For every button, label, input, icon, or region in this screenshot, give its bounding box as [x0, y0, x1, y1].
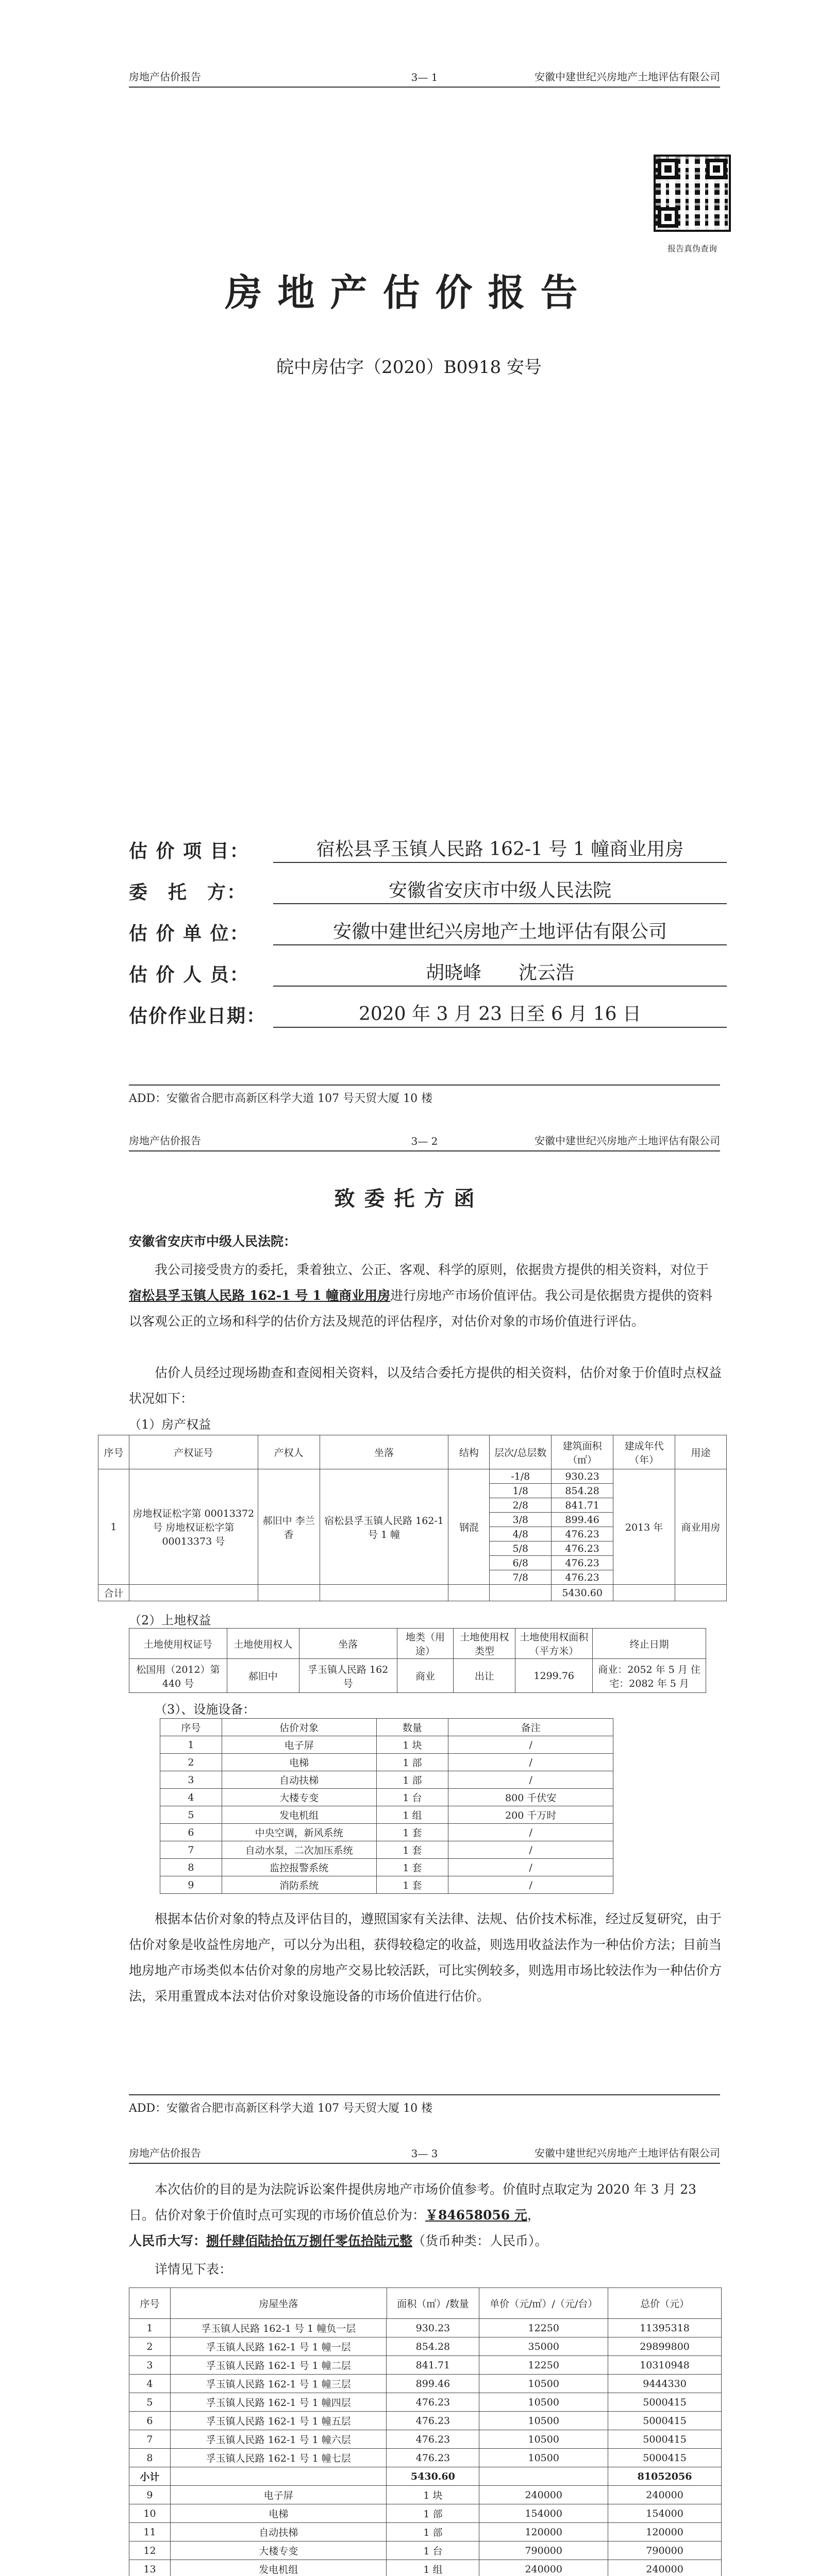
cell: 29899800: [608, 2337, 722, 2356]
cell-floor: 6/8: [490, 1556, 552, 1570]
cell: 1 组: [376, 1806, 448, 1824]
table-row: [129, 2393, 722, 2412]
cell: 10: [129, 2504, 171, 2523]
cell: 800 千伏安: [448, 1789, 613, 1806]
cell: 发电机组: [222, 1806, 376, 1824]
cell: 854.28: [387, 2337, 479, 2356]
col-header: 坐落: [299, 1629, 397, 1659]
cell: 1 部: [376, 1754, 448, 1771]
field-appraiser-company: [129, 917, 727, 945]
cell: /: [448, 1736, 613, 1754]
cell: 240000: [479, 2560, 608, 2576]
cell: 1 块: [376, 1736, 448, 1754]
table-row: [129, 2412, 722, 2430]
cell: 7: [160, 1841, 222, 1859]
cell: 1 组: [387, 2560, 479, 2576]
cell: 5: [160, 1806, 222, 1824]
table-row: [129, 2337, 722, 2356]
header-page-number: 3— 3: [411, 2147, 438, 2160]
text: 我公司接受贵方的委托，秉着独立、公正、客观、科学的原则，依据贵方提供的相关资料，对位于: [155, 1262, 709, 1277]
letter-addressee: 安徽省安庆市中级人民法院：: [129, 1234, 297, 1249]
cell: /: [448, 1771, 613, 1789]
cell: 监控报警系统: [222, 1859, 376, 1876]
cell: 1 部: [387, 2504, 479, 2523]
col-header: 终止日期: [593, 1629, 706, 1659]
cell: 电子屏: [170, 2486, 387, 2504]
detail-label: 详情见下表：: [155, 2262, 232, 2277]
cell: /: [448, 1754, 613, 1771]
header-company: 安徽中建世纪兴房地产土地评估有限公司: [535, 1134, 720, 1147]
cell: 孚玉镇人民路 162 号: [299, 1659, 397, 1693]
text: （货币种类：人民币）。: [412, 2233, 548, 2248]
col-header: 层次/总层数: [490, 1435, 552, 1469]
field-label: 估 价 项 目：: [129, 840, 249, 862]
cell: 240000: [479, 2486, 608, 2504]
cell: 孚玉镇人民路 162-1 号 1 幢七层: [170, 2449, 387, 2467]
cell: 12250: [479, 2356, 608, 2375]
cell: 6: [129, 2412, 171, 2430]
cell: 5000415: [608, 2449, 722, 2467]
table-row: [129, 2449, 722, 2467]
cell: 中央空调，新风系统: [222, 1824, 376, 1841]
cell-seq: 1: [98, 1469, 129, 1585]
cell: 154000: [608, 2504, 722, 2523]
field-label: 估价作业日期：: [129, 1005, 266, 1027]
cell: 1299.76: [515, 1659, 593, 1693]
cell: 电梯: [222, 1754, 376, 1771]
page-header: [129, 2143, 720, 2164]
header-left: 房地产估价报告: [129, 71, 201, 83]
table-row: [129, 2523, 722, 2541]
col-header: 数量: [376, 1719, 448, 1736]
cell-area: 854.28: [552, 1484, 613, 1498]
cell: 10310948: [608, 2356, 722, 2375]
cell: /: [448, 1876, 613, 1894]
cell: 1 部: [387, 2523, 479, 2541]
cell: 自动扶梯: [170, 2523, 387, 2541]
cell: 11: [129, 2523, 171, 2541]
equipment-table: [160, 1718, 613, 1894]
section-land-rights: （2）上地权益: [129, 1613, 211, 1628]
cell: 1: [129, 2319, 171, 2337]
cell: 841.71: [387, 2356, 479, 2375]
cell: 5430.60: [387, 2467, 479, 2486]
cell-total: 5430.60: [552, 1585, 613, 1601]
cell: 200 千万时: [448, 1806, 613, 1824]
cell: 9: [160, 1876, 222, 1894]
cell: 1 台: [387, 2541, 479, 2560]
text: 本次估价的目的是为法院诉讼案件提供房地产市场价值参考。价值时点取定为 2020 年 3 月 23 日。估价对象于价值时点可实现的市场价值总价为：: [129, 2182, 697, 2223]
cell: 120000: [479, 2523, 608, 2541]
field-work-date: [129, 999, 727, 1028]
col-header: 土地使用权类型: [454, 1629, 515, 1659]
cell: 10500: [479, 2393, 608, 2412]
qr-code-icon[interactable]: [654, 155, 731, 232]
cell: 10500: [479, 2449, 608, 2467]
field-value: 胡晓峰 沈云浩: [273, 958, 727, 987]
header-company: 安徽中建世纪兴房地产土地评估有限公司: [535, 71, 720, 83]
cell: 476.23: [387, 2412, 479, 2430]
cell: 自动水泵，二次加压系统: [222, 1841, 376, 1859]
header-page-number: 3— 2: [411, 1135, 438, 1147]
valuation-table: [129, 2287, 722, 2319]
cell: 790000: [479, 2541, 608, 2560]
cell: [479, 2467, 608, 2486]
cell: 8: [160, 1859, 222, 1876]
cell: 1 套: [376, 1841, 448, 1859]
cell-area: 476.23: [552, 1541, 613, 1556]
field-value: 宿松县孚玉镇人民路 162-1 号 1 幢商业用房: [273, 835, 727, 863]
cell: 1 套: [376, 1859, 448, 1876]
table-row: [129, 2560, 722, 2576]
cell: 2: [129, 2337, 171, 2356]
cell: 6: [160, 1824, 222, 1841]
cell-owner: 郝旧中 李兰香: [258, 1469, 320, 1585]
section-equipment: （3）、设施设备：: [155, 1702, 256, 1717]
cell: 9: [129, 2486, 171, 2504]
cell: 154000: [479, 2504, 608, 2523]
table-row: [129, 2375, 722, 2393]
cell: 13: [129, 2560, 171, 2576]
value-words-line: [129, 2228, 722, 2254]
cell: 自动扶梯: [222, 1771, 376, 1789]
col-header: 建筑面积（㎡）: [552, 1435, 613, 1469]
cell-area: 476.23: [552, 1570, 613, 1585]
cell: 10500: [479, 2430, 608, 2449]
field-appraisers: [129, 958, 727, 987]
letter-paragraph-2: 估价人员经过现场勘查和查阅相关资料，以及结合委托方提供的相关资料，估价对象于价值时点权益状况如下：: [129, 1365, 722, 1406]
col-header: 序号: [129, 2288, 171, 2319]
col-header: 土地使用权人: [227, 1629, 299, 1659]
cell: 5: [129, 2393, 171, 2412]
cell: 930.23: [387, 2319, 479, 2337]
cell: 出让: [454, 1659, 515, 1693]
cell: /: [448, 1824, 613, 1841]
cell: 5000415: [608, 2430, 722, 2449]
cell: /: [448, 1841, 613, 1859]
cell: 899.46: [387, 2375, 479, 2393]
cell: 孚玉镇人民路 162-1 号 1 幢四层: [170, 2393, 387, 2412]
table-row: [129, 2430, 722, 2449]
col-header: 坐落: [320, 1435, 448, 1469]
cell: 大楼专变: [222, 1789, 376, 1806]
cell-area: 476.23: [552, 1527, 613, 1541]
text: 人民币大写：: [129, 2233, 207, 2248]
col-header: 序号: [98, 1435, 129, 1469]
cell-floor: 4/8: [490, 1527, 552, 1541]
cell: 商业：2052 年 5 月 住宅：2082 年 5 月: [593, 1659, 706, 1693]
cell: 476.23: [387, 2393, 479, 2412]
cell: 发电机组: [170, 2560, 387, 2576]
col-header: 土地使用权面积（平方米）: [515, 1629, 593, 1659]
col-header: 产权人: [258, 1435, 320, 1469]
col-header: 总价（元）: [608, 2288, 722, 2319]
section-house-rights: （1）房产权益: [129, 1417, 211, 1432]
house-rights-table: [98, 1435, 727, 1601]
field-project: [129, 835, 727, 863]
cell-location: 宿松县孚玉镇人民路 162-1 号 1 幢: [320, 1469, 448, 1585]
cell: 1 套: [376, 1876, 448, 1894]
cell: 小计: [129, 2467, 171, 2486]
cell: /: [448, 1859, 613, 1876]
cell-floor: -1/8: [490, 1469, 552, 1484]
cell-total-label: 合计: [98, 1585, 129, 1601]
cell: [170, 2467, 387, 2486]
cell-floor: 7/8: [490, 1570, 552, 1585]
cell: 7: [129, 2430, 171, 2449]
report-title: 房地产估价报告: [225, 270, 593, 314]
cell: 孚玉镇人民路 162-1 号 1 幢三层: [170, 2375, 387, 2393]
cell: 12250: [479, 2319, 608, 2337]
cell: 790000: [608, 2541, 722, 2560]
cell-area: 899.46: [552, 1513, 613, 1527]
cell-area: 930.23: [552, 1469, 613, 1484]
cell-structure: 钢混: [448, 1469, 490, 1585]
col-header: 面积（㎡）/数量: [387, 2288, 479, 2319]
cell: 1 部: [376, 1771, 448, 1789]
cell: 120000: [608, 2523, 722, 2541]
report-number: 皖中房估字（2020）B0918 安号: [276, 357, 542, 378]
field-label: 估 价 人 员：: [129, 964, 249, 986]
cell: 11395318: [608, 2319, 722, 2337]
cell: 郝旧中: [227, 1659, 299, 1693]
page-footer: ADD：安徽省合肥市高新区科学大道 107 号天贸大厦 10 楼: [129, 1084, 720, 1106]
letter-paragraph-1: [129, 1257, 722, 1334]
cell: 1 套: [376, 1824, 448, 1841]
table-row: [129, 2467, 722, 2486]
cell: 240000: [608, 2560, 722, 2576]
field-label: 估 价 单 位：: [129, 923, 249, 944]
cell-cert: 房地权证松字第 00013372 号 房地权证松字第 00013373 号: [129, 1469, 258, 1585]
cell: 476.23: [387, 2449, 479, 2467]
cell: 240000: [608, 2486, 722, 2504]
col-header: 建成年代（年）: [613, 1435, 675, 1469]
table-row: [129, 2319, 722, 2337]
header-left: 房地产估价报告: [129, 2147, 201, 2159]
cell: 1: [160, 1736, 222, 1754]
table-row: [129, 2541, 722, 2560]
cell: 孚玉镇人民路 162-1 号 1 幢二层: [170, 2356, 387, 2375]
cell: 电梯: [170, 2504, 387, 2523]
cell: 消防系统: [222, 1876, 376, 1894]
cell: 孚玉镇人民路 162-1 号 1 幢负一层: [170, 2319, 387, 2337]
cell: 12: [129, 2541, 171, 2560]
col-header: 用途: [675, 1435, 727, 1469]
field-label: 委 托 方：: [129, 882, 247, 903]
header-page-number: 3— 1: [411, 71, 438, 83]
cell: 5000415: [608, 2393, 722, 2412]
cell: 4: [160, 1789, 222, 1806]
cell: 2: [160, 1754, 222, 1771]
cell: 9444330: [608, 2375, 722, 2393]
cell: 孚玉镇人民路 162-1 号 1 幢五层: [170, 2412, 387, 2430]
cell-floor: 5/8: [490, 1541, 552, 1556]
text: 进行房地产市场价值评估。我公司是依据贵方提供的资料以客观公正的立场和科学的估价方法及规范的评估程序，对估价对象的市场价值进行评估。: [129, 1288, 713, 1329]
cell: 35000: [479, 2337, 608, 2356]
total-value-number: ￥84658056 元: [425, 2208, 527, 2223]
cell-floor: 3/8: [490, 1513, 552, 1527]
cell: 孚玉镇人民路 162-1 号 1 幢六层: [170, 2430, 387, 2449]
cell: 电子屏: [222, 1736, 376, 1754]
property-name: 宿松县孚玉镇人民路 162-1 号 1 幢商业用房: [129, 1288, 391, 1303]
cell: 8: [129, 2449, 171, 2467]
page-footer: ADD：安徽省合肥市高新区科学大道 107 号天贸大厦 10 楼: [129, 2094, 720, 2115]
field-value: 安徽省安庆市中级人民法院: [273, 876, 727, 904]
table-row: [129, 2356, 722, 2375]
cell-year: 2013 年: [613, 1469, 675, 1585]
col-header: 产权证号: [129, 1435, 258, 1469]
col-header: 备注: [448, 1719, 613, 1736]
cell-area: 476.23: [552, 1556, 613, 1570]
valuation-table-body: [129, 2318, 722, 2576]
col-header: 土地使用权证号: [129, 1629, 227, 1659]
land-rights-table: [129, 1628, 706, 1693]
qr-caption: 报告真伪查询: [667, 244, 717, 253]
page-header: [129, 67, 720, 88]
field-value: 安徽中建世纪兴房地产土地评估有限公司: [273, 917, 727, 945]
table-row: [129, 2486, 722, 2504]
cell: 10500: [479, 2375, 608, 2393]
cell: 3: [160, 1771, 222, 1789]
cell: 476.23: [387, 2430, 479, 2449]
total-value-words: 捌仟肆佰陆拾伍万捌仟零伍拾陆元整: [206, 2233, 413, 2248]
col-header: 单价（元/㎡）/（元/台）: [479, 2288, 608, 2319]
col-header: 结构: [448, 1435, 490, 1469]
cell: 4: [129, 2375, 171, 2393]
field-value: 2020 年 3 月 23 日至 6 月 16 日: [273, 999, 727, 1028]
cell-area: 841.71: [552, 1498, 613, 1513]
cell: 10500: [479, 2412, 608, 2430]
cell: 1 块: [387, 2486, 479, 2504]
cell: 孚玉镇人民路 162-1 号 1 幢一层: [170, 2337, 387, 2356]
cell-floor: 1/8: [490, 1484, 552, 1498]
cell: 81052056: [608, 2467, 722, 2486]
table-row: [129, 2504, 722, 2523]
col-header: 估价对象: [222, 1719, 376, 1736]
header-company: 安徽中建世纪兴房地产土地评估有限公司: [535, 2147, 720, 2159]
cell-floor: 2/8: [490, 1498, 552, 1513]
header-left: 房地产估价报告: [129, 1134, 201, 1147]
cell: 大楼专变: [170, 2541, 387, 2560]
letter-title: 致委托方函: [334, 1187, 484, 1211]
cell: 松国用（2012）第 440 号: [129, 1659, 227, 1693]
field-client: [129, 876, 727, 904]
col-header: 序号: [160, 1719, 222, 1736]
col-header: 地类（用途）: [397, 1629, 454, 1659]
page-header: [129, 1131, 720, 1151]
value-paragraph: 本次估价的目的是为法院诉讼案件提供房地产市场价值参考。价值时点取定为 2020 年 3 月 23 日。估价对象于价值时点可实现的市场价值总价为：￥84658056 元，: [129, 2182, 697, 2223]
cell-use: 商业用房: [675, 1469, 727, 1585]
cell: 3: [129, 2356, 171, 2375]
cell: 1 台: [376, 1789, 448, 1806]
col-header: 房屋坐落: [170, 2288, 387, 2319]
method-paragraph: 根据本估价对象的特点及评估目的，遵照国家有关法律、法规、估价技术标准，经过反复研究，由于估价对象是收益性房地产，可以分为出租，获得较稳定的收益，则选用收益法作为一种估价方法；目前当地房地产市场类似本估价对象的房地产交易比较活跃，可比实例较多，则选用市场比较法作为一种估价方法，采用重置成本法对估价对象设施设备的市场价值进行估价。: [129, 1911, 722, 2004]
cell: 5000415: [608, 2412, 722, 2430]
cell: 商业: [397, 1659, 454, 1693]
